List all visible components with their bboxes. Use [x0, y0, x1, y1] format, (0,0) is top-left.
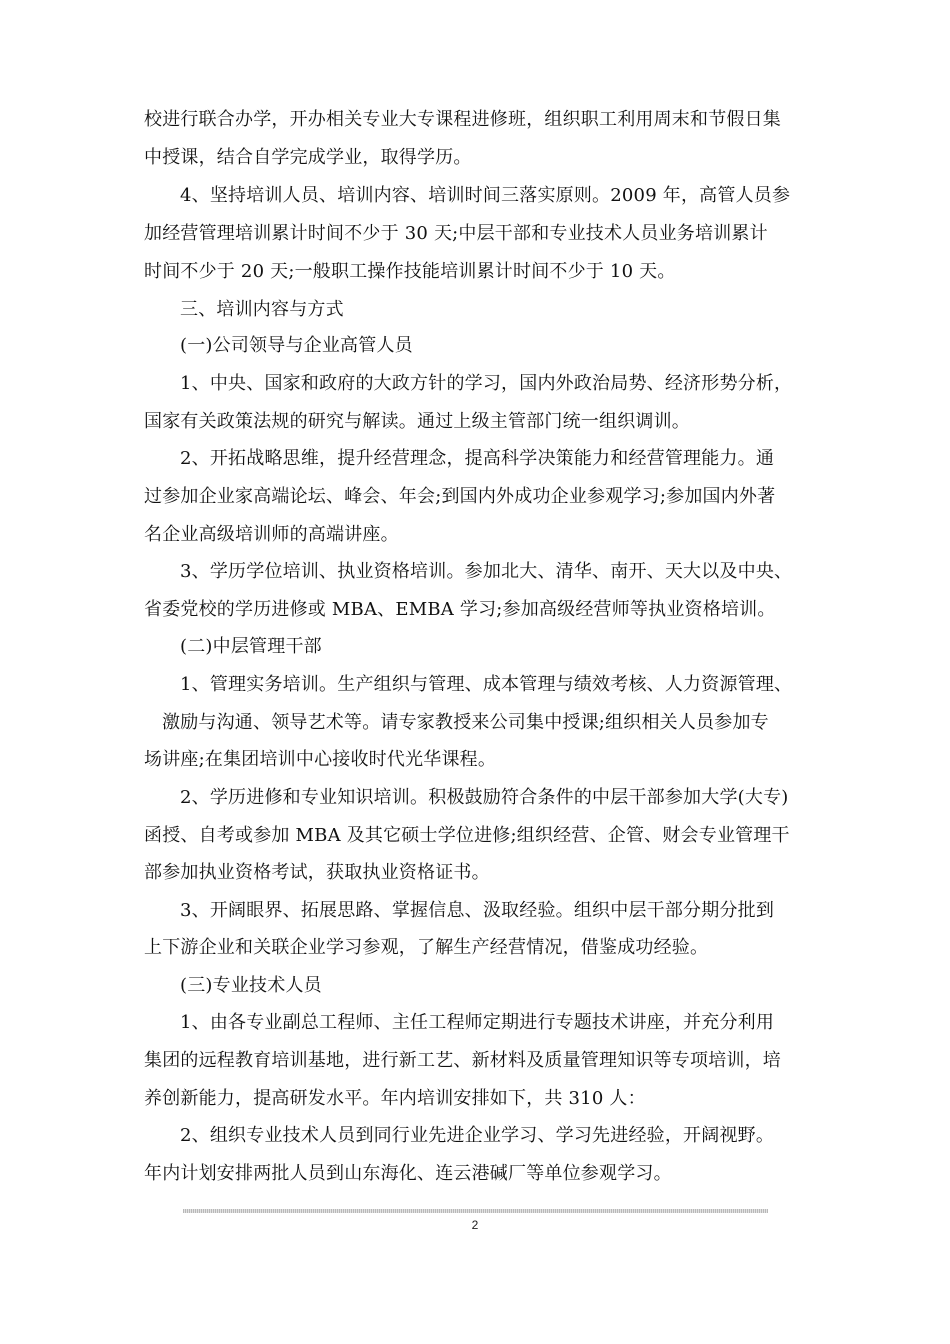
text-line: 年内计划安排两批人员到山东海化、连云港碱厂等单位参观学习。 — [144, 1163, 672, 1184]
text-line: 过参加企业家高端论坛、峰会、年会;到国内外成功企业参观学习;参加国内外著 — [144, 486, 776, 507]
paragraph-3-1: 1、由各专业副总工程师、主任工程师定期进行专题技术讲座，并充分利用 — [180, 1012, 775, 1033]
paragraph-2-2: 2、学历进修和专业知识培训。积极鼓励符合条件的中层干部参加大学(大专) — [180, 787, 789, 808]
text-line: 省委党校的学历进修或 MBA、EMBA 学习;参加高级经营师等执业资格培训。 — [144, 599, 776, 620]
footer-divider — [183, 1209, 768, 1213]
paragraph-1-2: 2、开拓战略思维，提升经营理念，提高科学决策能力和经营管理能力。通 — [180, 448, 775, 469]
subsection-heading-1: (一)公司领导与企业高管人员 — [180, 335, 413, 356]
text-line: 激励与沟通、领导艺术等。请专家教授来公司集中授课;组织相关人员参加专 — [162, 712, 769, 733]
text-line: 中授课，结合自学完成学业，取得学历。 — [144, 147, 472, 168]
text-line: 函授、自考或参加 MBA 及其它硕士学位进修;组织经营、企管、财会专业管理干 — [144, 825, 790, 846]
text-line: 加经营管理培训累计时间不少于 30 天;中层干部和专业技术人员业务培训累计 — [144, 223, 768, 244]
section-heading-3: 三、培训内容与方式 — [180, 299, 344, 320]
paragraph-2-1: 1、管理实务培训。生产组织与管理、成本管理与绩效考核、人力资源管理、 — [180, 674, 793, 695]
paragraph-3-2: 2、组织专业技术人员到同行业先进企业学习、学习先进经验，开阔视野。 — [180, 1125, 775, 1146]
text-line: 校进行联合办学，开办相关专业大专课程进修班，组织职工利用周末和节假日集 — [144, 109, 781, 130]
text-line: 集团的远程教育培训基地，进行新工艺、新材料及质量管理知识等专项培训，培 — [144, 1050, 781, 1071]
text-line: 上下游企业和关联企业学习参观，了解生产经营情况，借鉴成功经验。 — [144, 937, 709, 958]
text-line: 时间不少于 20 天;一般职工操作技能培训累计时间不少于 10 天。 — [144, 261, 676, 282]
paragraph-1-1: 1、中央、国家和政府的大政方针的学习，国内外政治局势、经济形势分析， — [180, 373, 793, 394]
subsection-heading-3: (三)专业技术人员 — [180, 975, 322, 996]
text-line: 场讲座;在集团培训中心接收时代光华课程。 — [144, 749, 497, 770]
page-number: 2 — [471, 1218, 479, 1232]
paragraph-1-3: 3、学历学位培训、执业资格培训。参加北大、清华、南开、天大以及中央、 — [180, 561, 793, 582]
paragraph-4: 4、坚持培训人员、培训内容、培训时间三落实原则。2009 年，高管人员参 — [180, 185, 791, 206]
paragraph-2-3: 3、开阔眼界、拓展思路、掌握信息、汲取经验。组织中层干部分期分批到 — [180, 900, 775, 921]
subsection-heading-2: (二)中层管理干部 — [180, 636, 322, 657]
text-line: 部参加执业资格考试，获取执业资格证书。 — [144, 862, 490, 883]
text-line: 国家有关政策法规的研究与解读。通过上级主管部门统一组织调训。 — [144, 411, 690, 432]
text-line: 养创新能力，提高研发水平。年内培训安排如下，共 310 人： — [144, 1088, 646, 1109]
text-line: 名企业高级培训师的高端讲座。 — [144, 524, 399, 545]
